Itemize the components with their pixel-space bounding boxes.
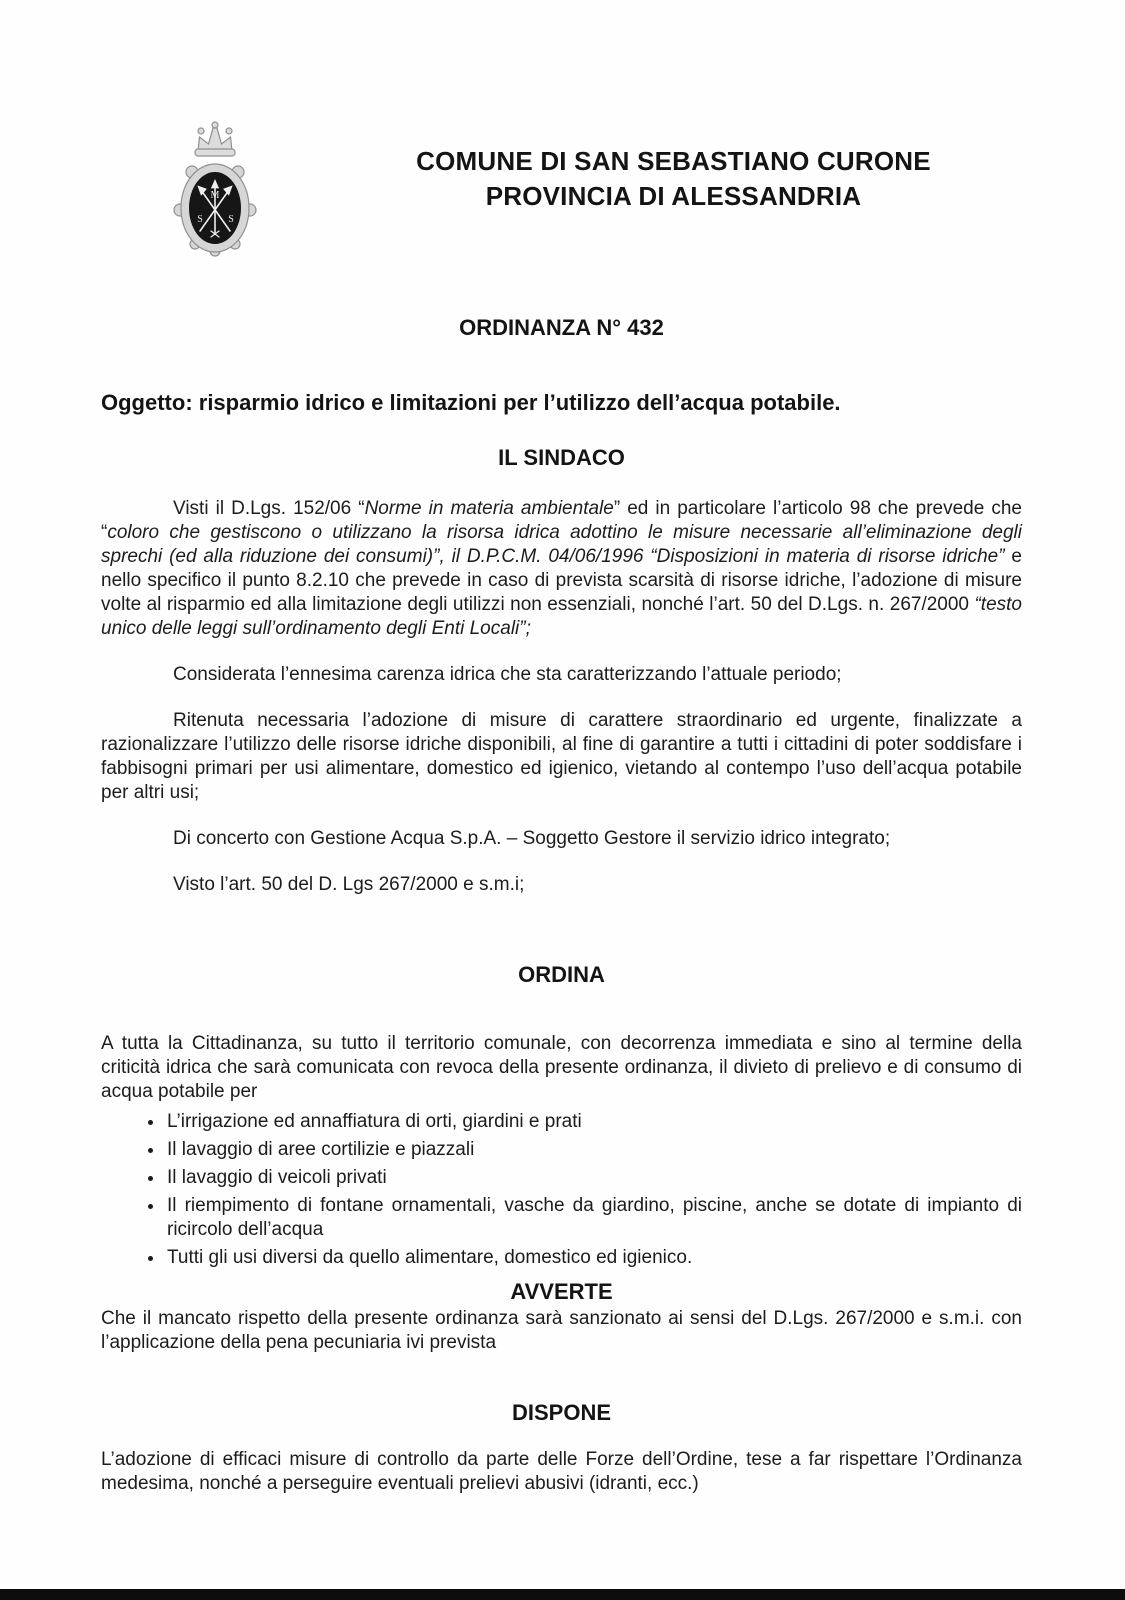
text-run: ” ed in particolare l’articolo 98 che prevede che “: [101, 498, 1022, 543]
list-item: • Tutti gli usi diversi da quello alimentare, domestico ed igienico.: [165, 1246, 1022, 1270]
ordinance-number: ORDINANZA N° 432: [459, 315, 664, 340]
text-run: Visti il D.Lgs. 152/06 “: [173, 498, 365, 519]
issuer-heading: IL SINDACO: [498, 445, 625, 470]
section-heading-dispone: DISPONE: [511, 1400, 612, 1425]
text-run: e nello specifico il punto 8.2.10 che prevede in caso di prevista scarsità di risorse idriche, l’adozione di misure volte al risparmio ed alla limitazione degli utilizzi non essenziali, nonché l’art. 50 del D.Lgs. n. 267/2000: [101, 546, 1022, 615]
list-item: • Il lavaggio di veicoli privati: [165, 1166, 1022, 1190]
recital-ritenuta: Ritenuta necessaria l’adozione di misure di carattere straordinario ed urgente, finalizzate a razionalizzare l’utilizzo delle risorse idriche disponibili, al fine di garantire a tutti i cittadini di poter soddisfare i fabbisogni primari per usi alimentare, domestico ed igienico, vietando al contempo l’uso dell’acqua potabile per altri usi;: [101, 710, 1022, 803]
recital-considerata: Considerata l’ennesima carenza idrica che sta caratterizzando l’attuale periodo;: [173, 664, 842, 685]
recital-concerto: Di concerto con Gestione Acqua S.p.A. – Soggetto Gestore il servizio idrico integrato;: [173, 828, 891, 849]
subject-line: Oggetto: risparmio idrico e limitazioni per l’utilizzo dell’acqua potabile.: [101, 390, 841, 415]
dispone-text: L’adozione di efficaci misure di controllo da parte delle Forze dell’Ordine, tese a far rispettare l’Ordinanza medesima, nonché a perseguire eventuali prelievi abusivi (idranti, ecc.): [101, 1449, 1022, 1494]
document-header: [101, 118, 1022, 258]
scan-edge-bar: [0, 1589, 1125, 1600]
list-item: • Il lavaggio di aree cortilizie e piazzali: [165, 1138, 1022, 1162]
crown-icon: [195, 122, 235, 156]
list-item: • Il riempimento di fontane ornamentali, vasche da giardino, piscine, anche se dotate di impianto di ricircolo dell’acqua: [165, 1194, 1022, 1242]
text-run-italic: Norme in materia ambientale: [364, 498, 614, 519]
crest-letter-s-right: S: [228, 214, 234, 225]
text-run-italic: coloro che gestiscono o utilizzano la risorsa idrica adottino le misure necessarie all’eliminazione degli sprechi (ed alla riduzione dei consumi)”, il D.P.C.M. 04/06/1996 “Disposizioni in materia di risorse idriche”: [101, 522, 1022, 567]
crest-letter-s-left: S: [197, 214, 203, 225]
municipal-crest-icon: [165, 118, 265, 258]
header-titles: [265, 118, 1022, 214]
text-run-italic: “testo unico delle leggi sull’ordinamento degli Enti Locali”;: [101, 594, 1022, 639]
crest-letter-m: M: [210, 190, 220, 201]
section-heading-avverte: AVVERTE: [510, 1279, 613, 1304]
prohibition-list: [101, 1110, 1022, 1270]
ordina-intro: A tutta la Cittadinanza, su tutto il territorio comunale, con decorrenza immediata e sino al termine della criticità idrica che sarà comunicata con revoca della presente ordinanza, il divieto di prelievo e di consumo di acqua potabile per: [101, 1033, 1022, 1102]
province-name: PROVINCIA DI ALESSANDRIA: [485, 181, 862, 211]
recital-visti: [101, 497, 1022, 641]
municipality-name: COMUNE DI SAN SEBASTIANO CURONE: [416, 146, 931, 176]
recital-visto: Visto l’art. 50 del D. Lgs 267/2000 e s.m.i;: [173, 874, 525, 895]
avverte-text: Che il mancato rispetto della presente ordinanza sarà sanzionato ai sensi del D.Lgs. 267/2000 e s.m.i. con l’applicazione della pena pecuniaria ivi prevista: [101, 1308, 1022, 1353]
list-item: • L’irrigazione ed annaffiatura di orti, giardini e prati: [165, 1110, 1022, 1134]
section-heading-ordina: ORDINA: [518, 962, 605, 987]
